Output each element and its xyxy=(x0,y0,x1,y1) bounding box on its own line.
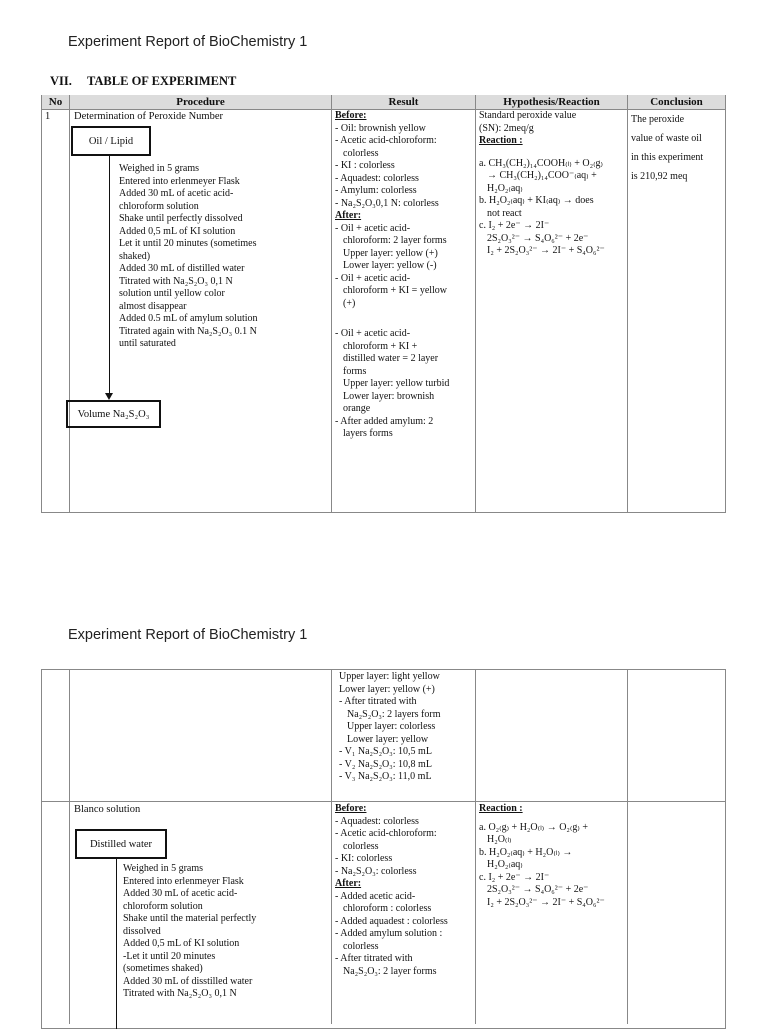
reaction-line: H₂O₂₍aq₎ xyxy=(487,859,523,870)
procedure-step: almost disappear xyxy=(119,300,187,312)
col-header-hypothesis: Hypothesis/Reaction xyxy=(476,95,627,109)
procedure-step: Shake until the material perfectly xyxy=(123,913,257,924)
procedure-step: Added 30 mL of acetic acid- xyxy=(119,188,234,199)
section-heading: TABLE OF EXPERIMENT xyxy=(87,74,237,88)
reaction-line: a. CH₃(CH₂)₁₄COOH₍ₗ₎ + O₂₍g₎ xyxy=(479,157,603,169)
after-label: After: xyxy=(335,210,362,221)
blanco-steps xyxy=(123,863,273,1001)
page-header-2: Experiment Report of BioChemistry 1 xyxy=(68,627,308,643)
result-line: - Na₂S₂O₃0,1 N: colorless xyxy=(335,197,439,209)
result-line: - Added amylum solution : xyxy=(335,928,443,939)
reaction-line: b. H₂O₂₍aq₎ + KI₍aq₎ → does xyxy=(479,195,594,206)
blanco-hypothesis-cell xyxy=(479,803,625,909)
result-line: Lower layer: brownish xyxy=(343,390,435,402)
procedure-step: Entered into erlenmeyer Flask xyxy=(119,175,240,187)
blanco-flow-line xyxy=(116,859,117,1029)
procedure-step: (sometimes shaked) xyxy=(123,963,203,974)
result-line: - KI : colorless xyxy=(335,160,395,171)
result-line: Na₂S₂O₃: 2 layers form xyxy=(347,708,441,720)
procedure-step: shaked) xyxy=(119,250,151,262)
conclusion-line: is 210,92 meq xyxy=(631,171,688,182)
blanco-before-label: Before: xyxy=(335,803,367,814)
reaction-line: I₂ + 2S₂O₃²⁻ → 2I⁻ + S₄O₆²⁻ xyxy=(487,896,605,908)
result-line: Lower layer: yellow xyxy=(347,733,429,745)
result-cell xyxy=(335,110,473,441)
procedure-step: Weighed in 5 grams xyxy=(123,863,204,874)
reaction-line: 2S₂O₃²⁻ → S₄O₆²⁻ + 2e⁻ xyxy=(487,884,589,895)
result-line: orange xyxy=(343,403,371,414)
conclusion-text xyxy=(631,110,725,186)
reaction-line: a. O₂₍g₎ + H₂O₍ₗ₎ → O₂₍g₎ + xyxy=(479,821,588,833)
hypothesis-text xyxy=(479,110,625,135)
blanco-result-cell xyxy=(335,803,473,978)
reaction-line: b. H₂O₂₍aq₎ + H₂O₍ₗ₎ → xyxy=(479,846,573,858)
result-line: chloroform: 2 layer forms xyxy=(343,235,447,246)
blanco-reaction-list xyxy=(479,822,625,910)
result-line: chloroform + KI = yellow xyxy=(343,285,448,296)
procedure-step: Added 0,5 mL of KI solution xyxy=(119,225,236,237)
procedure-step: until saturated xyxy=(119,338,176,349)
col-header-procedure: Procedure xyxy=(70,95,331,109)
procedure-step: dissolved xyxy=(123,925,161,937)
reaction-list xyxy=(479,158,625,258)
procedure-step: Let it until 20 minutes (sometimes xyxy=(119,238,257,249)
procedure-step: chloroform solution xyxy=(123,900,203,912)
procedure-title: Determination of Peroxide Number xyxy=(74,111,223,122)
result-line: - After titrated with xyxy=(339,696,417,707)
result-after2-list xyxy=(335,328,473,441)
end-box: Volume Na₂S₂O₃ xyxy=(66,400,161,428)
reaction-line: H₂O₍ₗ₎ xyxy=(487,834,512,845)
procedure-step: Titrated again with Na₂S₂O₃ 0.1 N xyxy=(119,325,257,337)
conclusion-line: value of waste oil xyxy=(631,133,702,144)
result-line: - Na₂S₂O₃: colorless xyxy=(335,865,417,877)
reaction-line: 2S₂O₃²⁻ → S₄O₆²⁻ + 2e⁻ xyxy=(487,232,589,244)
result-line: - Amylum: colorless xyxy=(335,185,417,196)
result-line: - V₂ Na₂S₂O₃: 10,8 mL xyxy=(339,758,432,770)
result-line: chloroform + KI + xyxy=(343,340,418,352)
procedure-step: Added 0,5 mL of KI solution xyxy=(123,938,240,949)
result-line: Lower layer: yellow (-) xyxy=(343,260,437,271)
conclusion-cell xyxy=(631,110,725,186)
procedure-step: Added 30 mL of acetic acid- xyxy=(123,888,238,899)
procedure-step: Added 30 mL of disstilled water xyxy=(123,975,253,987)
procedure-step: -Let it until 20 minutes xyxy=(123,950,216,962)
hypothesis-line: (SN): 2meq/g xyxy=(479,122,534,134)
result-continued xyxy=(339,671,474,784)
flow-arrow-line xyxy=(109,156,110,396)
conclusion-line: in this experiment xyxy=(631,152,704,163)
procedure-step: Titrated with Na₂S₂O₃ 0,1 N xyxy=(119,275,233,287)
procedure-step: chloroform solution xyxy=(119,200,199,212)
reaction-label: Reaction : xyxy=(479,135,523,146)
hypothesis-line: Standard peroxide value xyxy=(479,110,577,121)
result-line: - Added acetic acid- xyxy=(335,890,416,902)
blanco-start-box: Distilled water xyxy=(75,829,167,859)
col-header-conclusion: Conclusion xyxy=(628,95,725,109)
reaction-line: → CH₃(CH₂)₁₄COO⁻₍aq₎ + xyxy=(487,170,597,181)
procedure-step: Added 0.5 mL of amylum solution xyxy=(119,313,258,324)
result-line: - V₃ Na₂S₂O₃: 11,0 mL xyxy=(339,771,432,782)
reaction-line: c. I₂ + 2e⁻ → 2I⁻ xyxy=(479,220,550,231)
experiment-table-continued xyxy=(41,669,726,1024)
procedure-step: Weighed in 5 grams xyxy=(119,163,200,174)
col-header-result: Result xyxy=(332,95,475,109)
page-header: Experiment Report of BioChemistry 1 xyxy=(68,34,308,50)
flow-arrowhead-icon xyxy=(105,393,113,400)
reaction-line: I₂ + 2S₂O₃²⁻ → 2I⁻ + S₄O₆²⁻ xyxy=(487,245,605,256)
result-line: Upper layer: yellow (+) xyxy=(343,247,438,259)
blanco-after-list xyxy=(335,891,473,979)
start-box: Oil / Lipid xyxy=(71,126,151,156)
result-line: - Added aquadest : colorless xyxy=(335,915,448,927)
before-label: Before: xyxy=(335,110,367,121)
reaction-line: H₂O₂₍aq₎ xyxy=(487,182,523,194)
col-header-no: No xyxy=(42,95,69,109)
blanco-title: Blanco solution xyxy=(74,804,141,815)
result-line: - Oil + acetic acid- xyxy=(335,328,411,339)
result-line: distilled water = 2 layer xyxy=(343,353,439,364)
reaction-line: c. I₂ + 2e⁻ → 2I⁻ xyxy=(479,871,550,883)
reaction-line: not react xyxy=(487,207,522,219)
procedure-step: solution until yellow color xyxy=(119,288,225,299)
result-line: - V₁ Na₂S₂O₃: 10,5 mL xyxy=(339,746,432,757)
result-before-list xyxy=(335,123,473,211)
procedure-steps xyxy=(119,163,269,351)
experiment-table xyxy=(41,95,726,513)
procedure-step: Titrated with Na₂S₂O₃ 0,1 N xyxy=(123,988,237,999)
blanco-after-label: After: xyxy=(335,878,362,889)
result-line: - After added amylum: 2 xyxy=(335,415,434,427)
row-number: 1 xyxy=(45,111,51,122)
result-line: Upper layer: light yellow xyxy=(339,671,440,682)
procedure-step: Added 30 mL of distilled water xyxy=(119,263,245,274)
result-line: Upper layer: yellow turbid xyxy=(343,378,450,389)
result-line: Lower layer: yellow (+) xyxy=(339,683,435,695)
result-line: - Oil + acetic acid- xyxy=(335,272,411,284)
conclusion-line: The peroxide xyxy=(631,114,685,125)
result-line: - After titrated with xyxy=(335,953,413,964)
result-line: - Acetic acid-chloroform: xyxy=(335,828,437,839)
result-line: chloroform : colorless xyxy=(343,903,432,914)
result-line: - KI: colorless xyxy=(335,853,393,864)
result-line: Upper layer: colorless xyxy=(347,721,436,732)
result-line: - Oil: brownish yellow xyxy=(335,122,426,134)
procedure-step: Shake until perfectly dissolved xyxy=(119,213,243,224)
result-line: - Aquadest: colorless xyxy=(335,172,419,184)
result-line: colorless xyxy=(343,147,379,159)
result-line: - Aquadest: colorless xyxy=(335,815,419,827)
result-line: - Acetic acid-chloroform: xyxy=(335,135,437,146)
result-line: - Oil + acetic acid- xyxy=(335,222,411,234)
result-line: layers forms xyxy=(343,428,393,439)
blanco-reaction-label: Reaction : xyxy=(479,803,523,814)
result-line: colorless xyxy=(343,840,379,852)
result-line: Na₂S₂O₃: 2 layer forms xyxy=(343,965,437,977)
result-line: colorless xyxy=(343,940,379,952)
result-after-list xyxy=(335,223,473,311)
result-line: forms xyxy=(343,365,367,377)
blanco-before-list xyxy=(335,816,473,879)
section-number: VII. xyxy=(50,74,72,88)
result-line: (+) xyxy=(343,297,356,309)
hypothesis-cell xyxy=(479,110,625,258)
procedure-step: Entered into erlenmeyer Flask xyxy=(123,875,244,887)
section-title xyxy=(50,74,236,89)
